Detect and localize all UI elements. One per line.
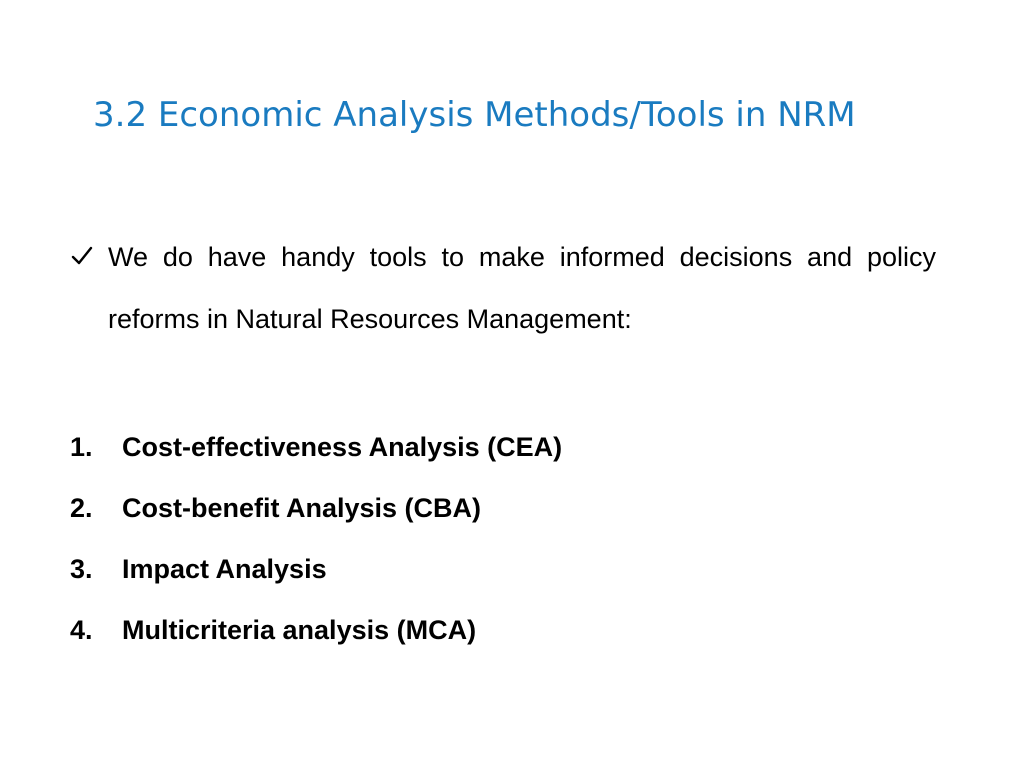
- list-item-label: Impact Analysis: [122, 554, 327, 584]
- list-item: [70, 424, 562, 485]
- tools-list: [70, 424, 562, 668]
- intro-bullet-text: We do have handy tools to make informed decisions and policy reforms in Natural Resources Management:: [108, 242, 936, 334]
- list-item-number: 2.: [70, 493, 93, 523]
- slide-title: 3.2 Economic Analysis Methods/Tools in NRM: [93, 95, 856, 135]
- list-item-label: Cost-effectiveness Analysis (CEA): [122, 432, 563, 462]
- list-item: [70, 485, 562, 546]
- list-item-number: 1.: [70, 432, 93, 462]
- list-item: [70, 546, 562, 607]
- list-item-number: 4.: [70, 615, 93, 645]
- list-item: [70, 607, 562, 668]
- list-item-label: Cost-benefit Analysis (CBA): [122, 493, 482, 523]
- list-item-label: Multicriteria analysis (MCA): [122, 615, 477, 645]
- checkmark-icon: [70, 244, 94, 268]
- list-item-number: 3.: [70, 554, 93, 584]
